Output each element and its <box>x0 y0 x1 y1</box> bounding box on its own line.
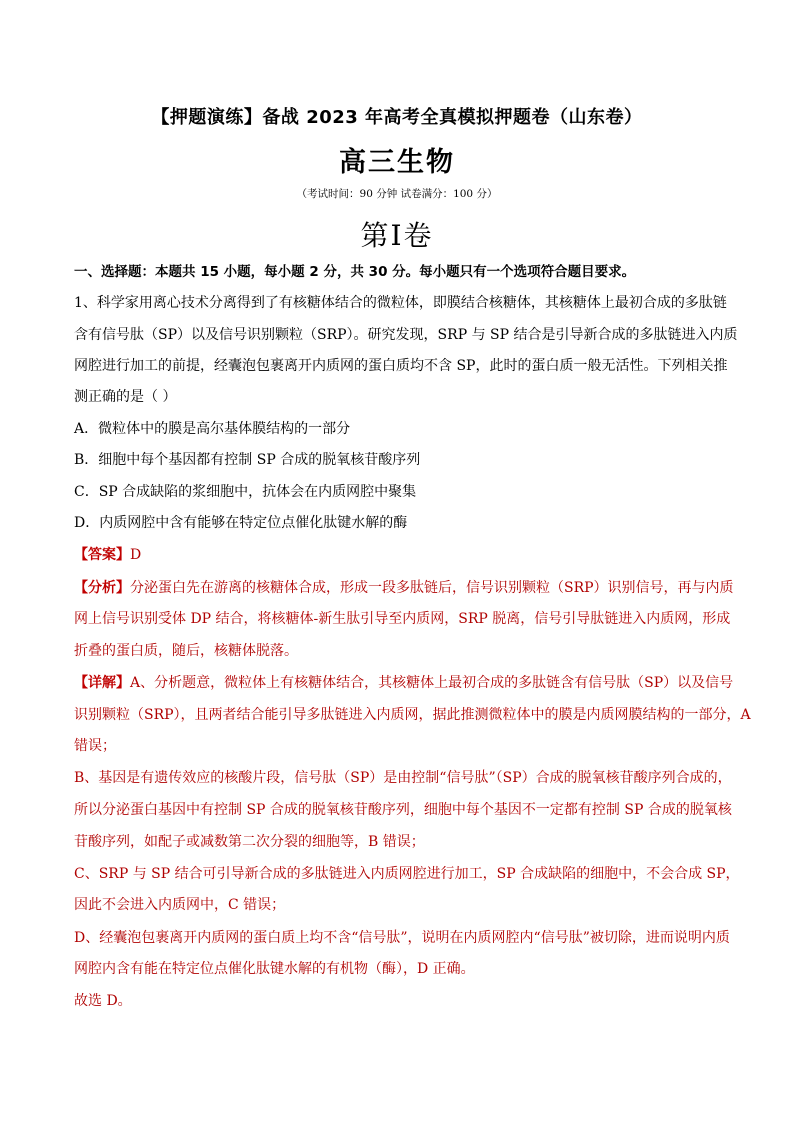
section-heading: 一、选择题：本题共 15 小题，每小题 2 分，共 30 分。每小题只有一个选项符合题目要求。 <box>74 264 636 280</box>
question-line: 测正确的是（ ） <box>74 389 177 405</box>
answer-value: D <box>130 547 142 563</box>
question-line: 1、科学家用离心技术分离得到了有核糖体结合的微粒体，即膜结合核糖体，其核糖体上最初合成的多肽链 <box>74 295 727 311</box>
question-line: 网腔进行加工的前提，经囊泡包裹离开内质网的蛋白质均不含 SP，此时的蛋白质一般无活性。下列相关推 <box>74 358 728 374</box>
analysis-tag: 【分析】 <box>74 580 130 596</box>
detail-line: 故选 D。 <box>74 993 132 1009</box>
subject-title: 高三生物 <box>339 147 455 178</box>
detail-line: 因此不会进入内质网中，C 错误； <box>74 897 286 913</box>
option-b: B．细胞中每个基因都有控制 SP 合成的脱氧核苷酸序列 <box>74 452 421 468</box>
detail-line: 错误； <box>74 738 116 754</box>
analysis-line <box>74 578 754 598</box>
detail-line: 网腔内含有能在特定位点催化肽键水解的有机物（酶），D 正确。 <box>74 961 475 977</box>
detail-line: 所以分泌蛋白基因中有控制 SP 合成的脱氧核苷酸序列，细胞中每个基因不一定都有控制 SP 合成的脱氧核 <box>74 802 732 818</box>
analysis-line: 网上信号识别受体 DP 结合，将核糖体-新生肽引导至内质网，SRP 脱离，信号引导肽链进入内质网，形成 <box>74 611 731 627</box>
volume-title: 第Ⅰ卷 <box>360 219 434 252</box>
option-c: C．SP 合成缺陷的浆细胞中，抗体会在内质网腔中聚集 <box>74 484 417 500</box>
detail-line <box>74 673 754 693</box>
detail-line: 苷酸序列，如配子或减数第二次分裂的细胞等，B 错误； <box>74 834 425 850</box>
detail-line: 识别颗粒（SRP），且两者结合能引导多肽链进入内质网，据此推测微粒体中的膜是内质网膜结构的一部分，A <box>74 707 751 723</box>
exam-info: （考试时间：90 分钟 试卷满分：100 分） <box>296 188 498 200</box>
answer-line <box>74 545 754 565</box>
answer-tag: 【答案】 <box>74 547 130 563</box>
question-line: 含有信号肽（SP）以及信号识别颗粒（SRP）。研究发现，SRP 与 SP 结合是引导新合成的多肽链进入内质 <box>74 327 738 343</box>
paper-header-title: 【押题演练】备战 2023 年高考全真模拟押题卷（山东卷） <box>151 107 643 128</box>
analysis-text: 分泌蛋白先在游离的核糖体合成，形成一段多肽链后，信号识别颗粒（SRP）识别信号，再与内质 <box>130 580 734 596</box>
detail-line: D、经囊泡包裹离开内质网的蛋白质上均不含“信号肽”，说明在内质网腔内“信号肽”被切除，进而说明内质 <box>74 930 730 946</box>
detail-text: A、分析题意，微粒体上有核糖体结合，其核糖体上最初合成的多肽链含有信号肽（SP）以及信号 <box>130 675 734 691</box>
detail-tag: 【详解】 <box>74 675 130 691</box>
detail-line: C、SRP 与 SP 结合可引导新合成的多肽链进入内质网腔进行加工，SP 合成缺陷的细胞中，不会合成 SP， <box>74 866 740 882</box>
option-d: D．内质网腔中含有能够在特定位点催化肽键水解的酶 <box>74 515 408 531</box>
analysis-line: 折叠的蛋白质，随后，核糖体脱落。 <box>74 643 298 659</box>
detail-line: B、基因是有遗传效应的核酸片段，信号肽（SP）是由控制“信号肽”（SP）合成的脱氧核苷酸序列合成的， <box>74 770 732 786</box>
option-a: A．微粒体中的膜是高尔基体膜结构的一部分 <box>74 421 351 437</box>
